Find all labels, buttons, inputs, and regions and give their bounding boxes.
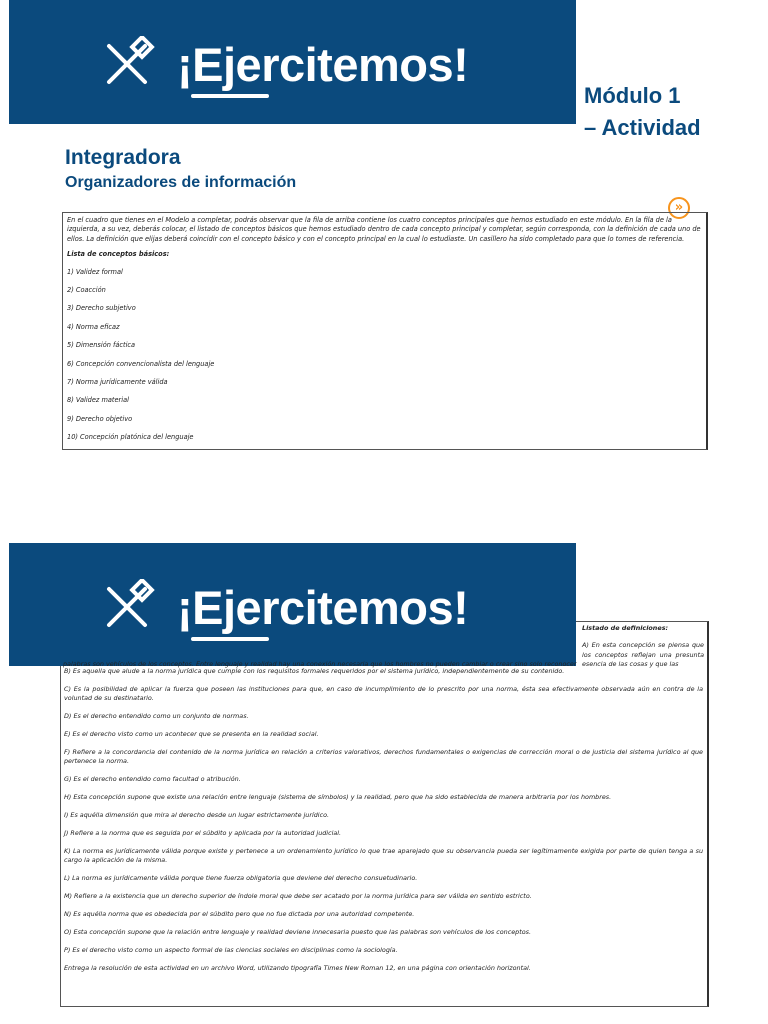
brand — [99, 579, 468, 635]
list-item: 5) Dimensión fáctica — [67, 341, 136, 350]
next-arrow-icon[interactable]: » — [668, 197, 690, 219]
brand-underline — [191, 637, 269, 641]
list-item: L) La norma es jurídicamente válida porque tiene fuerza obligatoria que deviene del derecho consuetudinario. — [64, 874, 418, 882]
list-item: M) Refiere a la existencia que un derecho superior de índole moral que debe ser acatado por la norma jurídica para ser válida en sentido estricto. — [64, 892, 532, 900]
definitions-box — [60, 621, 709, 1007]
list-item: J) Refiere a la norma que es seguida por el súbdito y aplicada por la autoridad judicial. — [64, 829, 342, 837]
definition-a-start: A) En esta concepción se piensa que los conceptos reflejan una presunta esencia de las cosas y que las — [582, 641, 704, 669]
list-item: F) Refiere a la concordancia del contenido de la norma jurídica en relación a criterios valorativos, derechos fundamentales o exigencias de corrección moral o de justicia del sistema jurídico al que pertenece la norma. — [64, 748, 703, 765]
concepts-heading: Lista de conceptos básicos: — [67, 250, 170, 259]
list-item: 2) Coacción — [67, 286, 106, 295]
page-title: Integradora — [65, 146, 181, 169]
list-item: G) Es el derecho entendido como facultad o atribución. — [64, 775, 241, 783]
brand-text: ¡Ejercitemos! — [177, 580, 469, 634]
brand-text: ¡Ejercitemos! — [177, 37, 469, 91]
list-item: B) Es aquella que alude a la norma jurídica que cumple con los requisitos formales requeridos por el sistema jurídico, independientemente de su contenido. — [64, 667, 565, 675]
list-item: 10) Concepción platónica del lenguaje — [67, 433, 194, 442]
list-item: 8) Validez material — [67, 396, 129, 405]
list-item: E) Es el derecho visto como un acontecer que se presenta en la realidad social. — [64, 730, 319, 738]
module-line-2: – Actividad — [584, 115, 701, 140]
definition-a-end: palabras son vehículos de los conceptos. Entre lenguaje y realidad hay una conexión necesaria que los hombres no pueden cambiar o crear sino solo reconocer — [63, 660, 577, 668]
definitions-list — [64, 667, 703, 982]
list-item: 7) Norma jurídicamente válida — [67, 378, 168, 387]
pencil-ruler-icon — [99, 36, 155, 92]
list-item: 1) Validez formal — [67, 267, 123, 276]
list-item: 6) Concepción convencionalista del lenguaje — [67, 359, 215, 368]
module-line-1: Módulo 1 — [584, 83, 681, 108]
module-label — [584, 80, 764, 144]
list-item: O) Esta concepción supone que la relación entre lenguaje y realidad deviene innecesaria puesto que las palabras son vehículos de los conceptos. — [64, 928, 532, 936]
list-item: I) Es aquélla dimensión que mira al derecho desde un lugar estrictamente jurídico. — [64, 811, 330, 819]
list-item: Entrega la resolución de esta actividad en un archivo Word, utilizando tipografía Times New Roman 12, en una página con orientación horizontal. — [64, 964, 531, 972]
list-item: N) Es aquélla norma que es obedecida por el súbdito pero que no fue dictada por una autoridad competente. — [64, 910, 415, 918]
header-banner — [9, 0, 576, 124]
list-item: H) Esta concepción supone que existe una relación entre lenguaje (sistema de símbolos) y la realidad, pero que ha sido establecida de manera arbitraria por los hombres. — [64, 793, 612, 801]
pencil-ruler-icon — [99, 579, 155, 635]
header-banner-2 — [9, 543, 576, 666]
brand — [99, 36, 468, 92]
list-item: C) Es la posibilidad de aplicar la fuerza que poseen las instituciones para que, en caso de incumplimiento de lo prescrito por una norma, ésta sea efectivamente observada aún en contra de la voluntad de su destinatario. — [64, 685, 703, 702]
concepts-box — [62, 212, 708, 450]
list-item: 3) Derecho subjetivo — [67, 304, 136, 313]
page-subtitle: Organizadores de información — [65, 174, 297, 191]
list-item: P) Es el derecho visto como un aspecto formal de las ciencias sociales en disciplinas como la sociología. — [64, 946, 398, 954]
list-item: 4) Norma eficaz — [67, 322, 120, 331]
definitions-heading: Listado de definiciones: — [582, 624, 669, 632]
list-item: K) La norma es jurídicamente válida porque existe y pertenece a un ordenamiento jurídico lo que trae aparejado que su observancia pueda ser legítimamente exigida por parte de quien tenga a su cargo la aplicación de la misma. — [64, 847, 703, 864]
list-item: D) Es el derecho entendido como un conjunto de normas. — [64, 712, 249, 720]
instructions-text: En el cuadro que tienes en el Modelo a completar, podrás observar que la fila de arriba contiene los cuatro conceptos principales que hemos estudiado en este módulo. En la fila de la izquierda, a su vez, deberás colocar, el listado de conceptos básicos que hemos estudiado dentro de cada concepto principal y completar, según corresponda, con la definición de cada uno de ellos. La definición que elijas deberá coincidir con el concepto básico y con el concepto principal en la cual lo estudiaste. Un casillero ha sido completado para que lo tomes de referencia. — [67, 216, 701, 243]
list-item: 9) Derecho objetivo — [67, 414, 133, 423]
brand-underline — [191, 94, 269, 98]
